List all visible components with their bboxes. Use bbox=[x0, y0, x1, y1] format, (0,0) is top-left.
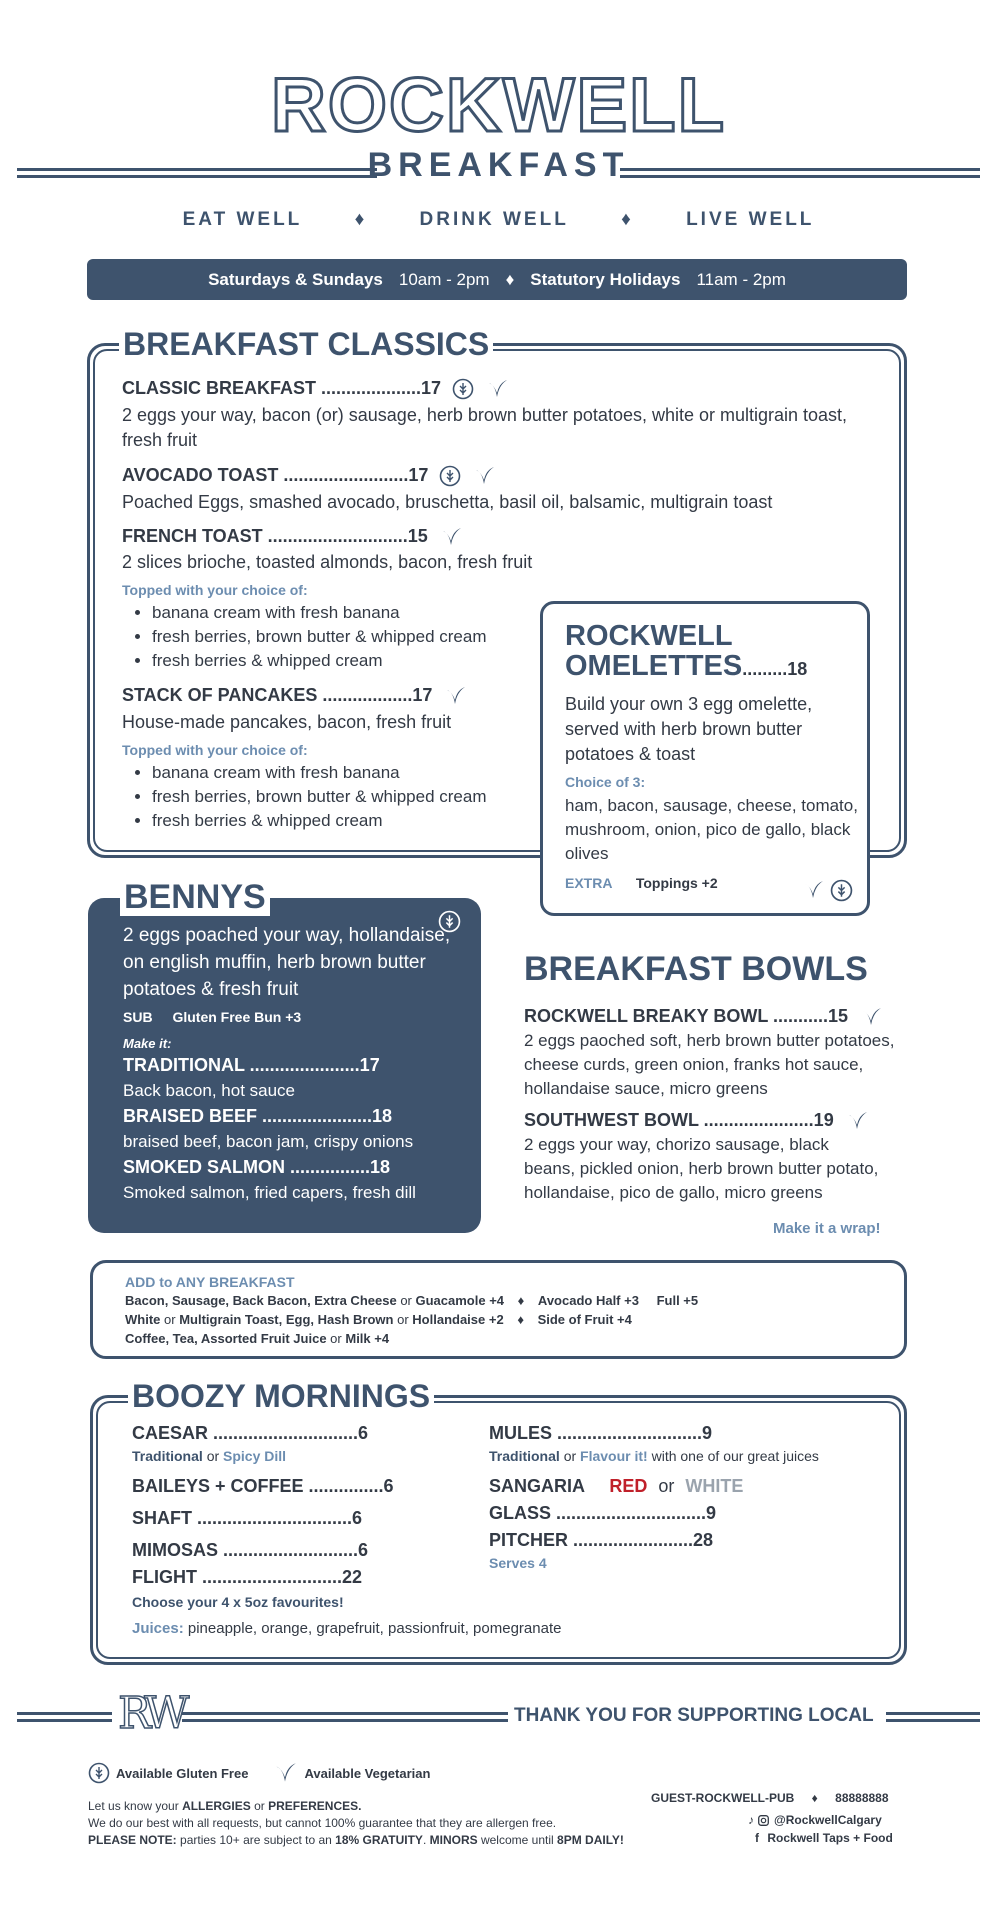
note-text: parties 10+ are subject to an bbox=[180, 1833, 332, 1847]
item-name: ROCKWELL BREAKY BOWL ...........15 bbox=[524, 1006, 849, 1026]
item-desc: 2 eggs paoched soft, herb brown butter potatoes, cheese curds, green onion, franks hot sauce, hollandaise sauce, micro greens bbox=[524, 1031, 895, 1098]
add-line-1 bbox=[125, 1293, 698, 1308]
list-item: • banana cream with fresh banana bbox=[152, 601, 487, 625]
add-or: or bbox=[164, 1312, 176, 1327]
note-line-2: We do our best with all requests, but cannot 100% guarantee that they are allergen free. bbox=[88, 1816, 557, 1830]
option-text: Traditional bbox=[489, 1448, 560, 1464]
note-text: Let us know your bbox=[88, 1799, 179, 1813]
note-line-1 bbox=[88, 1798, 624, 1815]
benny-item-desc: Smoked salmon, fried capers, fresh dill bbox=[123, 1183, 416, 1202]
bennys-desc: 2 eggs poached your way, hollandaise, on english muffin, herb brown butter potatoes & fresh fruit bbox=[123, 925, 451, 1000]
holiday-time: 11am - 2pm bbox=[696, 269, 786, 289]
item-desc: House-made pancakes, bacon, fresh fruit bbox=[122, 712, 452, 732]
menu-item bbox=[122, 526, 463, 547]
menu-item bbox=[122, 685, 467, 706]
option-text: with one of our great juices bbox=[651, 1448, 819, 1464]
add-text: Bacon, Sausage, Back Bacon, Extra Cheese bbox=[125, 1293, 397, 1308]
legend bbox=[88, 1762, 430, 1784]
gluten-free-icon bbox=[439, 465, 461, 487]
facebook-text: Rockwell Taps + Food bbox=[767, 1831, 893, 1845]
add-text: Avocado Half +3 bbox=[537, 1293, 639, 1308]
note-text: welcome until bbox=[480, 1833, 554, 1847]
add-line-3 bbox=[125, 1331, 389, 1346]
add-or: or bbox=[397, 1312, 409, 1327]
flight-note: Choose your 4 x 5oz favourites! bbox=[132, 1594, 344, 1610]
omelettes-title-2-text: OMELETTES bbox=[565, 650, 743, 682]
omelettes-price: .........18 bbox=[742, 659, 808, 679]
bowls-title: BREAKFAST BOWLS bbox=[524, 950, 868, 988]
legend-veg: Available Vegetarian bbox=[304, 1765, 431, 1781]
list-item: • fresh berries & whipped cream bbox=[152, 809, 487, 833]
omelettes-card bbox=[540, 601, 870, 916]
benny-item-name: BRAISED BEEF ......................18 bbox=[123, 1106, 393, 1126]
note-text: ALLERGIES bbox=[182, 1799, 251, 1813]
note-text: . bbox=[422, 1833, 427, 1847]
boozy-title: BOOZY MORNINGS bbox=[128, 1380, 434, 1412]
rw-logo: RW bbox=[118, 1688, 184, 1739]
drink-item: GLASS ..............................9 bbox=[489, 1503, 717, 1523]
vegetarian-icon bbox=[859, 1007, 883, 1027]
diamond-icon: ♦ bbox=[517, 1312, 524, 1327]
add-ons-box bbox=[90, 1260, 907, 1359]
extra-label: EXTRA bbox=[565, 875, 612, 891]
menu-item bbox=[524, 1110, 869, 1131]
benny-item-desc: braised beef, bacon jam, crispy onions bbox=[123, 1132, 414, 1151]
tagline-live: LIVE WELL bbox=[686, 209, 815, 230]
item-name: AVOCADO TOAST .........................17 bbox=[122, 465, 429, 485]
weekend-label: Saturdays & Sundays bbox=[208, 269, 383, 289]
drink-item: PITCHER ........................28 bbox=[489, 1530, 714, 1550]
juices-line bbox=[132, 1620, 561, 1637]
item-desc: Poached Eggs, smashed avocado, bruschetta, basil oil, balsamic, multigrain toast bbox=[122, 492, 773, 512]
drink-item: FLIGHT ............................22 bbox=[132, 1567, 363, 1587]
wrap-note: Make it a wrap! bbox=[773, 1220, 881, 1237]
drink-item: SHAFT ...............................6 bbox=[132, 1508, 363, 1528]
diamond-icon: ♦ bbox=[811, 1791, 818, 1805]
item-name: STACK OF PANCAKES ..................17 bbox=[122, 685, 433, 705]
footer-rule-right bbox=[886, 1712, 980, 1722]
weekend-time: 10am - 2pm bbox=[398, 269, 490, 289]
bennys-title: BENNYS bbox=[120, 878, 270, 916]
thanks-text: THANK YOU FOR SUPPORTING LOCAL bbox=[514, 1705, 874, 1726]
note-text: 8PM DAILY! bbox=[557, 1833, 624, 1847]
gluten-free-icon bbox=[452, 378, 474, 400]
footer-rule-mid bbox=[182, 1712, 508, 1722]
sangaria-label: SANGARIA bbox=[489, 1476, 585, 1496]
menu-item bbox=[122, 378, 509, 400]
gluten-free-icon bbox=[830, 879, 853, 902]
option-or: or bbox=[658, 1476, 675, 1496]
wifi-info bbox=[651, 1791, 889, 1805]
omelettes-extra bbox=[565, 875, 718, 891]
topped-label: Topped with your choice of: bbox=[122, 582, 308, 598]
benny-item-name: SMOKED SALMON ................18 bbox=[123, 1157, 391, 1177]
classics-title: BREAKFAST CLASSICS bbox=[119, 328, 493, 360]
item-name: CLASSIC BREAKFAST ....................17 bbox=[122, 378, 442, 398]
vegetarian-icon bbox=[443, 686, 467, 706]
facebook-handle bbox=[755, 1831, 893, 1845]
drink-item: CAESAR .............................6 bbox=[132, 1423, 369, 1443]
option-text: Flavour it! bbox=[580, 1448, 648, 1464]
item-name: SOUTHWEST BOWL ......................19 bbox=[524, 1110, 834, 1130]
vegetarian-icon bbox=[845, 1111, 869, 1131]
add-text: Side of Fruit +4 bbox=[537, 1312, 632, 1327]
tagline bbox=[0, 209, 997, 231]
list-item: • fresh berries & whipped cream bbox=[152, 649, 487, 673]
add-line-2 bbox=[125, 1312, 632, 1327]
choice-label: Choice of 3: bbox=[565, 774, 646, 790]
vegetarian-icon bbox=[472, 466, 496, 486]
gluten-free-icon bbox=[88, 1762, 110, 1784]
topped-label: Topped with your choice of: bbox=[122, 742, 308, 758]
item-desc: 2 eggs your way, chorizo sausage, black beans, pickled onion, herb brown butter potato, hollandaise, pico de gallo, micro greens bbox=[524, 1135, 879, 1202]
omelettes-choices: ham, bacon, sausage, cheese, tomato, mushroom, onion, pico de gallo, black olives bbox=[565, 796, 858, 863]
menu-subtitle: BREAKFAST bbox=[367, 146, 630, 184]
vegetarian-icon bbox=[439, 527, 463, 547]
note-text: MINORS bbox=[429, 1833, 478, 1847]
vegetarian-icon bbox=[801, 880, 825, 900]
add-title: ADD to ANY BREAKFAST bbox=[125, 1274, 295, 1290]
omelettes-desc: Build your own 3 egg omelette, served with herb brown butter potatoes & toast bbox=[565, 694, 813, 764]
diamond-icon: ♦ bbox=[621, 209, 634, 230]
social-handle bbox=[748, 1813, 882, 1827]
juices-list: pineapple, orange, grapefruit, passionfruit, pomegranate bbox=[187, 1620, 562, 1637]
drink-item: MULES .............................9 bbox=[489, 1423, 713, 1443]
option-text: Spicy Dill bbox=[223, 1448, 287, 1464]
drink-item bbox=[489, 1476, 743, 1497]
add-text: Milk +4 bbox=[345, 1331, 390, 1346]
caesar-options bbox=[132, 1448, 286, 1464]
sub-value: Gluten Free Bun +3 bbox=[172, 1009, 302, 1025]
add-text: Multigrain Toast, Egg, Hash Brown bbox=[179, 1312, 394, 1327]
item-desc: 2 slices brioche, toasted almonds, bacon, fresh fruit bbox=[122, 552, 533, 572]
tiktok-icon: ♪ bbox=[748, 1813, 754, 1827]
vegetarian-icon bbox=[272, 1762, 298, 1784]
add-text: Coffee, Tea, Assorted Fruit Juice bbox=[125, 1331, 327, 1346]
note-text: or bbox=[254, 1799, 265, 1813]
pancake-toppings bbox=[122, 761, 487, 833]
option-or: or bbox=[206, 1448, 220, 1464]
benny-item-desc: Back bacon, hot sauce bbox=[123, 1081, 296, 1100]
mules-options bbox=[489, 1448, 819, 1464]
wifi-network: GUEST-ROCKWELL-PUB bbox=[651, 1791, 795, 1805]
omelettes-title-1: ROCKWELL bbox=[565, 620, 733, 652]
omelettes-title bbox=[565, 621, 807, 684]
item-name: FRENCH TOAST ............................15 bbox=[122, 526, 428, 546]
white-option: WHITE bbox=[685, 1476, 744, 1496]
bennys-card bbox=[88, 878, 481, 1233]
bennys-sub bbox=[123, 1009, 301, 1025]
add-or: or bbox=[400, 1293, 412, 1308]
option-text: Traditional bbox=[132, 1448, 203, 1464]
diamond-icon: ♦ bbox=[354, 209, 368, 230]
footer-rule-left bbox=[17, 1712, 112, 1722]
social-text: @RockwellCalgary bbox=[774, 1813, 882, 1827]
allergy-notes bbox=[88, 1798, 624, 1849]
note-line-3 bbox=[88, 1832, 624, 1849]
add-or: or bbox=[330, 1331, 342, 1346]
menu-item bbox=[524, 1006, 883, 1027]
benny-item-name: TRADITIONAL ......................17 bbox=[123, 1055, 380, 1075]
sub-label: SUB bbox=[123, 1009, 153, 1025]
vegetarian-icon bbox=[485, 379, 509, 399]
instagram-icon bbox=[758, 1815, 769, 1826]
omelettes-title-2 bbox=[565, 651, 807, 684]
hours-banner bbox=[87, 259, 907, 300]
add-text: Guacamole +4 bbox=[415, 1293, 505, 1308]
french-toast-toppings bbox=[122, 601, 487, 673]
drink-item: MIMOSAS ...........................6 bbox=[132, 1540, 369, 1560]
list-item: • fresh berries, brown butter & whipped cream bbox=[152, 625, 487, 649]
list-item: • fresh berries, brown butter & whipped cream bbox=[152, 785, 487, 809]
add-text: Hollandaise +2 bbox=[412, 1312, 504, 1327]
add-text: White bbox=[125, 1312, 161, 1327]
holiday-label: Statutory Holidays bbox=[530, 269, 681, 289]
juices-label: Juices: bbox=[132, 1620, 184, 1637]
diamond-icon: ♦ bbox=[517, 1293, 525, 1308]
make-label: Make it: bbox=[123, 1036, 172, 1051]
list-item: • banana cream with fresh banana bbox=[152, 761, 487, 785]
serves-note: Serves 4 bbox=[489, 1555, 547, 1571]
red-option: RED bbox=[609, 1476, 648, 1496]
tagline-eat: EAT WELL bbox=[182, 209, 303, 230]
extra-value: Toppings +2 bbox=[635, 875, 718, 891]
add-text: Full +5 bbox=[656, 1293, 699, 1308]
wifi-password: 88888888 bbox=[835, 1791, 889, 1805]
menu-item bbox=[122, 465, 496, 487]
facebook-icon: f bbox=[755, 1831, 759, 1845]
tagline-drink: DRINK WELL bbox=[419, 209, 569, 230]
option-or: or bbox=[563, 1448, 577, 1464]
note-text: 18% GRATUITY bbox=[335, 1833, 423, 1847]
legend-gf: Available Gluten Free bbox=[116, 1765, 249, 1781]
diamond-icon: ♦ bbox=[505, 269, 515, 289]
item-desc: 2 eggs your way, bacon (or) sausage, herb brown butter potatoes, white or multigrain toast, fresh fruit bbox=[122, 405, 848, 450]
brand-logo: ROCKWELL bbox=[270, 63, 727, 148]
drink-item: BAILEYS + COFFEE ...............6 bbox=[132, 1476, 394, 1496]
note-text: PREFERENCES. bbox=[268, 1799, 362, 1813]
note-text: PLEASE NOTE: bbox=[88, 1833, 177, 1847]
